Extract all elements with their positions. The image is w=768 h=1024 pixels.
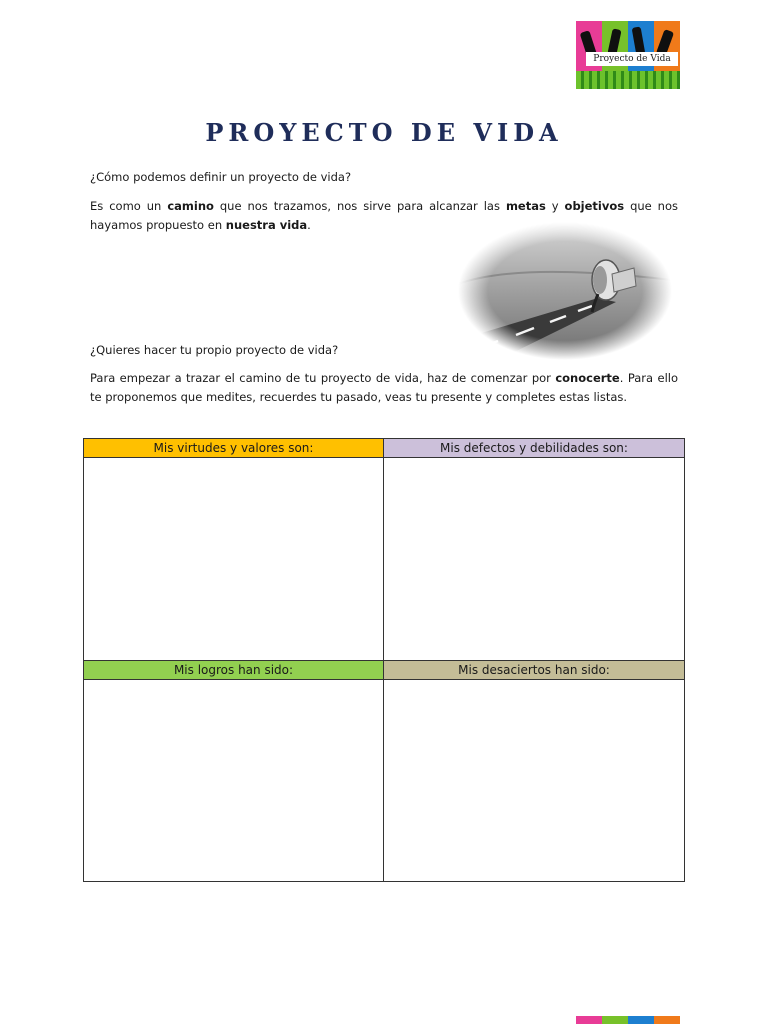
logros-answer-area[interactable] [84,680,383,881]
question-own-project: ¿Quieres hacer tu propio proyecto de vida? [90,343,339,357]
page-title: PROYECTO DE VIDA [205,118,563,147]
proyecto-de-vida-logo [576,21,680,89]
keyword-conocerte: conocerte [555,371,620,385]
desaciertos-header: Mis desaciertos han sido: [384,661,684,680]
defectos-header: Mis defectos y debilidades son: [384,439,684,458]
virtudes-header: Mis virtudes y valores son: [84,439,383,458]
keyword-nuestra-vida: nuestra vida [225,218,308,232]
footer-logo-strip [576,1016,680,1024]
instruction-paragraph: Para empezar a trazar el camino de tu proyecto de vida, haz de comenzar por conocerte. Para ello te proponemos que medites, recuerdes tu pasado, veas tu presente y completes estas listas. [90,371,678,404]
keyword-camino: camino [167,199,214,213]
virtudes-answer-area[interactable] [84,458,383,660]
desaciertos-cell [384,661,684,881]
logros-header: Mis logros han sido: [84,661,383,680]
virtudes-cell [84,439,384,661]
defectos-cell [384,439,684,661]
defectos-answer-area[interactable] [384,458,684,660]
self-assessment-table [83,438,685,882]
logo-text: Proyecto de Vida [586,52,678,66]
definition-paragraph: Es como un camino que nos trazamos, nos sirve para alcanzar las metas y objetivos que nos hayamos propuesto en nuestra vida. [90,199,679,232]
question-definition: ¿Cómo podemos definir un proyecto de vida? [90,170,352,184]
keyword-metas: metas [505,199,546,213]
desaciertos-answer-area[interactable] [384,680,684,881]
keyword-objetivos: objetivos [564,199,625,213]
logros-cell [84,661,384,881]
road-illustration [458,222,672,360]
